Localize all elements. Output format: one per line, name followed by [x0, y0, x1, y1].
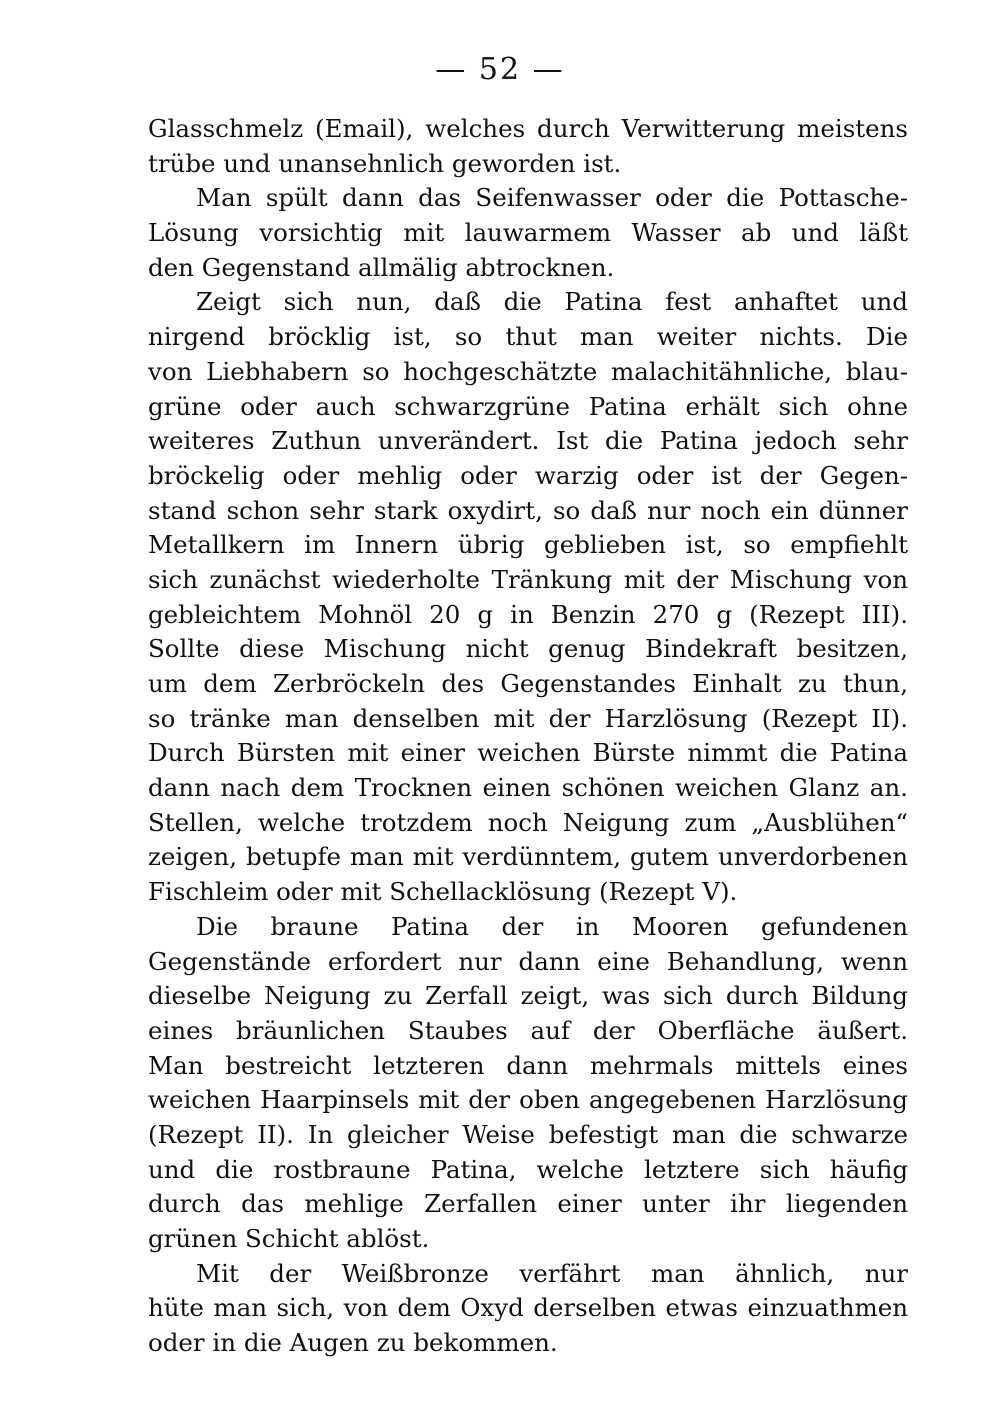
text-line: Zeigt sich nun, daß die Patina fest anhaftet und	[196, 287, 908, 317]
text-line: sich zunächst wiederholte Tränkung mit der Mischung von	[148, 564, 908, 594]
text-line: Lösung vorsichtig mit lauwarmem Wasser ab und läßt	[148, 218, 908, 248]
text-line: zeigen, betupfe man mit verdünntem, gutem unverdorbenen	[148, 842, 908, 872]
text-line: hüte man sich, von dem Oxyd derselben etwas einzuathmen	[148, 1293, 908, 1323]
text-line: weiteres Zuthun unverändert. Ist die Patina jedoch sehr	[148, 426, 908, 456]
text-line: gebleichtem Mohnöl 20 g in Benzin 270 g (Rezept III).	[148, 599, 908, 629]
text-line: (Rezept II). In gleicher Weise befestigt man die schwarze	[148, 1119, 908, 1149]
text-line: weichen Haarpinsels mit der oben angegebenen Harzlösung	[148, 1085, 908, 1115]
body-text	[148, 112, 908, 1361]
text-line: um dem Zerbröckeln des Gegenstandes Einhalt zu thun,	[148, 669, 908, 698]
text-line: oder in die Augen zu bekommen.	[148, 1328, 558, 1358]
text-line: grünen Schicht ablöst.	[148, 1224, 430, 1253]
text-line: bröckelig oder mehlig oder warzig oder ist der Gegen-	[148, 460, 908, 490]
text-line: Stellen, welche trotzdem noch Neigung zum „Ausblühen“	[148, 807, 908, 837]
text-line: Mit der Weißbronze verfährt man ähnlich, nur	[196, 1258, 908, 1288]
text-line: Metallkern im Innern übrig geblieben ist, so empfiehlt	[148, 530, 908, 560]
text-line: Gegenstände erfordert nur dann eine Behandlung, wenn	[148, 946, 908, 976]
page-number: — 52 —	[435, 52, 565, 87]
text-line: Durch Bürsten mit einer weichen Bürste nimmt die Patina	[148, 738, 908, 768]
text-line: Die braune Patina der in Mooren gefundenen	[196, 911, 908, 941]
text-line: den Gegenstand allmälig abtrocknen.	[148, 252, 615, 282]
text-line: Glasschmelz (Email), welches durch Verwitterung meistens	[148, 114, 908, 143]
text-line: Fischleim oder mit Schellacklösung (Rezept V).	[148, 877, 738, 907]
text-line: und die rostbraune Patina, welche letztere sich häufig	[148, 1154, 908, 1184]
text-line: Man spült dann das Seifenwasser oder die Pottasche-	[196, 183, 908, 213]
text-line: dieselbe Neigung zu Zerfall zeigt, was sich durch Bildung	[148, 981, 908, 1011]
text-line: durch das mehlige Zerfallen einer unter ihr liegenden	[148, 1189, 908, 1219]
text-line: so tränke man denselben mit der Harzlösung (Rezept II).	[148, 703, 908, 733]
text-line: grüne oder auch schwarzgrüne Patina erhält sich ohne	[148, 391, 908, 421]
text-line: Man bestreicht letzteren dann mehrmals mittels eines	[148, 1050, 908, 1080]
text-line: trübe und unansehnlich geworden ist.	[148, 148, 622, 178]
text-line: Sollte diese Mischung nicht genug Bindekraft besitzen,	[148, 634, 908, 664]
text-line: nirgend bröcklig ist, so thut man weiter nichts. Die	[148, 322, 908, 352]
text-line: von Liebhabern so hochgeschätzte malachitähnliche, blau-	[148, 356, 908, 386]
text-line: stand schon sehr stark oxydirt, so daß nur noch ein dünner	[148, 495, 908, 525]
text-line: eines bräunlichen Staubes auf der Oberfläche äußert.	[148, 1015, 908, 1045]
text-line: dann nach dem Trocknen einen schönen weichen Glanz an.	[148, 773, 908, 803]
